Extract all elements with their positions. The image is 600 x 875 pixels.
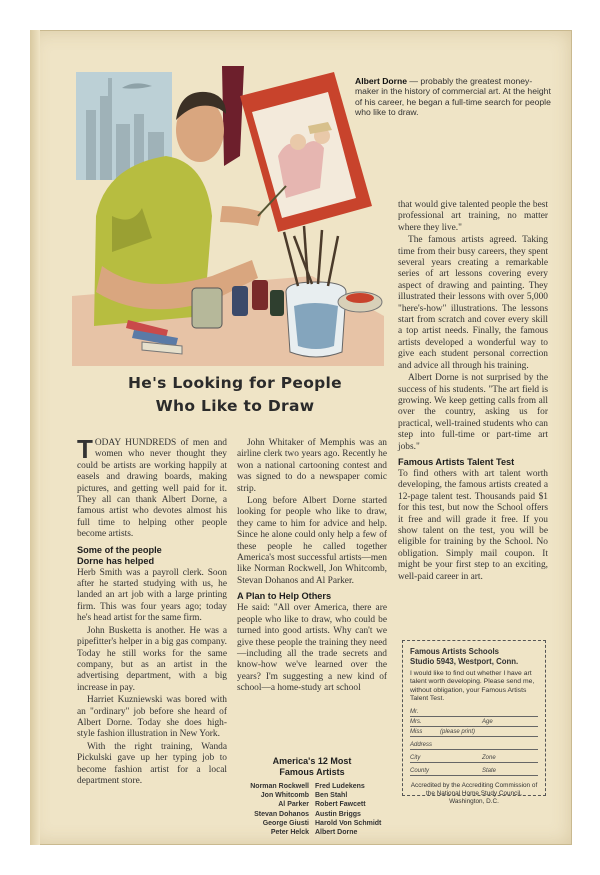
artist-name: Ben Stahl bbox=[315, 792, 348, 800]
artist-name: Robert Fawcett bbox=[315, 801, 366, 809]
col3-paragraph-2: The famous artists agreed. Taking time from their busy careers, they spent several years creating a remarkable series of art lessons covering every aspect of drawing and painting. They illustrated their lessons with over 5,000 "here's-how" illustrations. The lessons start from scratch and cover every skill a top artist needs. Finally, the famous artists developed a wonderful way to give each student personal correction and advice all through his training. bbox=[398, 235, 548, 371]
article-column-2 bbox=[237, 438, 387, 696]
col1-lead-text: of men and women who never thought they could be artists are working happily at easels and drawing boards, making pictures, and getting well paid for it. They all can thank Albert Dorne, a famous artist who devotes almost his full time to helping other people become artists. bbox=[77, 438, 227, 540]
artist-name: Harold Von Schmidt bbox=[315, 819, 382, 827]
artist-name: Peter Helck bbox=[270, 829, 309, 837]
coupon-print-label: (please print) bbox=[440, 728, 476, 735]
illustration-caption bbox=[355, 76, 555, 118]
coupon-field-address[interactable]: Address bbox=[410, 741, 538, 750]
col1-paragraph-2: Herb Smith was a payroll clerk. Soon after he started studying with us, he landed an art job with a large printing firm. This was four years ago; today he's head artist for the same firm. bbox=[77, 567, 227, 624]
coupon-field-city[interactable]: City Zone bbox=[410, 754, 538, 763]
famous-artists-grid bbox=[237, 782, 387, 837]
coupon-state-label: State bbox=[482, 767, 497, 774]
drop-cap: T bbox=[77, 434, 93, 464]
artist-name: Fred Ludekens bbox=[315, 783, 365, 790]
artist-name: Al Parker bbox=[278, 801, 309, 809]
coupon-field-mr[interactable]: Mr. bbox=[410, 708, 538, 717]
page-spine bbox=[30, 30, 40, 845]
coupon-accreditation: Accredited by the Accrediting Commission of the National Home Study Council, Washington, D.C. bbox=[410, 781, 538, 805]
col3-paragraph-1: that would give talented people the best professional art training, no matter where they live." bbox=[398, 200, 548, 233]
headline-line-1: He's Looking for People bbox=[128, 374, 342, 392]
col1-subheading bbox=[77, 545, 227, 567]
article-column-1 bbox=[77, 434, 227, 788]
headline-line-2: Who Like to Draw bbox=[155, 397, 315, 415]
coupon-age-label: Age bbox=[482, 718, 493, 725]
coupon-studio-address: Studio 5943, Westport, Conn. bbox=[410, 657, 519, 666]
col1-lead-words: ODAY HUNDREDS bbox=[94, 438, 177, 448]
coupon-body: I would like to find out whether I have art talent worth developing. Please send me, without obligation, your Famous Artists Talent Test. bbox=[410, 670, 535, 703]
article-column-3 bbox=[398, 200, 548, 584]
col1-paragraph-1 bbox=[77, 434, 227, 541]
col1-paragraph-4: Harriet Kuzniewski was bored with an "ordinary" job before she heard of Albert Dorne. Today she does high-style fashion illustration in New York. bbox=[77, 695, 227, 740]
col2-subheading: A Plan to Help Others bbox=[237, 591, 332, 602]
col2-paragraph-3: He said: "All over America, there are people who like to draw, who could be turned into good artists. Why can't we give these people the training they need—including all the trade secrets and know-how we've learned over the years? I'm suggesting a new kind of school—a home-study art school bbox=[237, 603, 387, 694]
artist-name: George Giusti bbox=[262, 819, 309, 827]
col1-subheading-line-1: Some of the people bbox=[77, 544, 162, 555]
col1-paragraph-5: With the right training, Wanda Pickulski gave up her typing job to become fashion artist for a local department store. bbox=[77, 741, 227, 786]
mail-coupon[interactable] bbox=[402, 640, 546, 805]
famous-artists-title-line-2: Famous Artists bbox=[279, 767, 345, 777]
col3-paragraph-4: To find others with art talent worth developing, the famous artists created a 12-page talent test. Thousands paid $1 for this test, but now the School offers it free and will grade it free. If you show talent on the test, you will be eligible for training by the School. No obligation. Simply mail coupon. It might be your first step to an exciting, well-paid career in art. bbox=[398, 468, 548, 582]
col1-subheading-line-2: Dorne has helped bbox=[77, 555, 155, 566]
artist-name: Austin Briggs bbox=[315, 810, 361, 818]
col3-subheading: Famous Artists Talent Test bbox=[398, 456, 515, 467]
col3-paragraph-3: Albert Dorne is not surprised by the success of his students. "The art field is growing. We keep getting calls from all over the country, asking us for practical, well-trained students who can step into full-time or part-time art jobs." bbox=[398, 373, 548, 452]
coupon-field-mrs[interactable]: Mrs. Age bbox=[410, 718, 538, 727]
caption-name: Albert Dorne bbox=[355, 76, 408, 86]
artist-name: Norman Rockwell bbox=[250, 783, 309, 790]
caption-text: — probably the greatest money-maker in the history of commercial art. At the height of his career, he began a full-time search for people who like to draw. bbox=[355, 76, 551, 118]
famous-artists-list bbox=[237, 756, 387, 837]
col2-paragraph-1: John Whitaker of Memphis was an airline clerk two years ago. Recently he won a national cartooning contest and was signed to do a newspaper comic strip. bbox=[237, 438, 387, 494]
coupon-zone-label: Zone bbox=[482, 754, 496, 761]
coupon-field-county[interactable]: County State bbox=[410, 767, 538, 776]
artist-illustration bbox=[72, 66, 384, 366]
coupon-school-name: Famous Artists Schools bbox=[410, 647, 499, 656]
artist-name: Albert Dorne bbox=[315, 829, 358, 837]
coupon-field-miss[interactable]: Miss (please print) bbox=[410, 728, 538, 737]
article-headline bbox=[80, 372, 390, 418]
famous-artists-title-line-1: America's 12 Most bbox=[272, 756, 352, 766]
col1-paragraph-3: John Busketta is another. He was a pipefitter's helper in a big gas company. Today he still works for the same company, but as an artist in the advertising department, with a big increase in pay. bbox=[77, 625, 227, 693]
artist-name: Jon Whitcomb bbox=[260, 792, 309, 800]
col2-paragraph-2: Long before Albert Dorne started looking for people who like to draw, they came to him for advice and help. Since he alone could only help a few of these people he called together America's most successful artists—men like Norman Rockwell, Jon Whitcomb, Stevan Dohanos and Al Parker. bbox=[237, 496, 387, 586]
artist-name: Stevan Dohanos bbox=[254, 810, 309, 818]
